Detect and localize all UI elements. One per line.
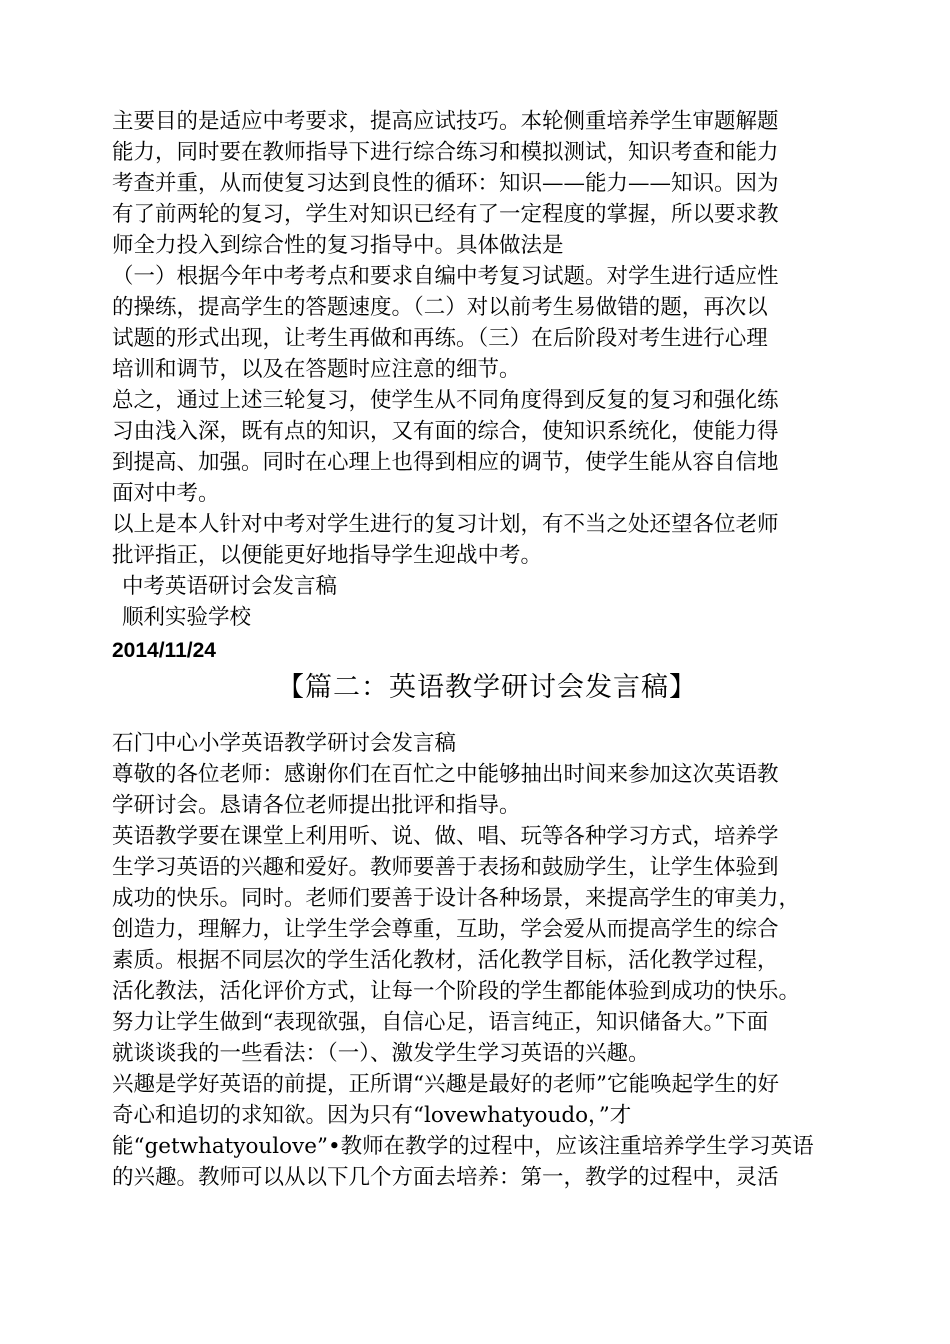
text-line: （一）根据今年中考考点和要求自编中考复习试题。对学生进行适应性 <box>112 264 779 289</box>
paragraph-review-approach <box>112 106 852 261</box>
paragraph-methods <box>112 261 852 385</box>
text-line: 培训和调节，以及在答题时应注意的细节。 <box>112 357 521 382</box>
paragraph-summary <box>112 385 852 509</box>
signature-title: 中考英语研讨会发言稿 <box>122 574 338 599</box>
text-line: 兴趣是学好英语的前提，正所谓“兴趣是最好的老师”它能唤起学生的好 <box>112 1072 779 1097</box>
text-line: 石门中心小学英语教学研讨会发言稿 <box>112 731 457 756</box>
paragraph-closing <box>112 509 852 571</box>
text-line: 学研讨会。恳请各位老师提出批评和指导。 <box>112 793 521 818</box>
text-line: 的兴趣。教师可以从以下几个方面去培养：第一，教学的过程中，灵活 <box>112 1165 779 1190</box>
text-line: 英语教学要在课堂上利用听、说、做、唱、玩等各种学习方式，培养学 <box>112 824 779 849</box>
text-line: 主要目的是适应中考要求，提高应试技巧。本轮侧重培养学生审题解题 <box>112 109 779 134</box>
text-line: 就谈谈我的一些看法：（一）、激发学生学习英语的兴趣。 <box>112 1041 650 1066</box>
text-line: 以上是本人针对中考对学生进行的复习计划，有不当之处还望各位老师 <box>112 512 779 537</box>
text-line: 师全力投入到综合性的复习指导中。具体做法是 <box>112 233 564 258</box>
text-line: 能力，同时要在教师指导下进行综合练习和模拟测试，知识考查和能力 <box>112 140 779 165</box>
text-line: 创造力，理解力，让学生学会尊重，互助，学会爱从而提高学生的综合 <box>112 917 779 942</box>
text-line: 习由浅入深，既有点的知识，又有面的综合，使知识系统化，使能力得 <box>112 419 779 444</box>
text-line: 奇心和追切的求知欲。因为只有“lovewhatyoudo，”才 <box>112 1103 632 1128</box>
text-line: 素质。根据不同层次的学生活化教材，活化教学目标，活化教学过程， <box>112 948 779 973</box>
text-line: 活化教法，活化评价方式，让每一个阶段的学生都能体验到成功的快乐。 <box>112 979 801 1004</box>
text-line: 试题的形式出现，让考生再做和再练。（三）在后阶段对考生进行心理 <box>112 326 768 351</box>
document-body <box>112 106 852 1193</box>
signature-school: 顺利实验学校 <box>122 605 252 630</box>
text-line: 努力让学生做到“表现欲强，自信心足，语言纯正，知识储备大。”下面 <box>112 1010 769 1035</box>
paragraph-speech <box>112 728 852 1193</box>
signature-date: 2014/11/24 <box>112 639 216 662</box>
text-line: 面对中考。 <box>112 481 220 506</box>
text-line: 的操练，提高学生的答题速度。（二）对以前考生易做错的题，再次以 <box>112 295 768 320</box>
text-line: 生学习英语的兴趣和爱好。教师要善于表扬和鼓励学生，让学生体验到 <box>112 855 779 880</box>
text-line: 考查并重，从而使复习达到良性的循环：知识——能力——知识。因为 <box>112 171 779 196</box>
text-line: 尊敬的各位老师：感谢你们在百忙之中能够抽出时间来参加这次英语教 <box>112 762 779 787</box>
text-line: 到提高、加强。同时在心理上也得到相应的调节，使学生能从容自信地 <box>112 450 779 475</box>
text-line: 能“getwhatyoulove”•教师在教学的过程中，应该注重培养学生学习英语 <box>112 1134 814 1159</box>
section-heading: 【篇二：英语教学研讨会发言稿】 <box>277 672 697 703</box>
text-line: 批评指正，以便能更好地指导学生迎战中考。 <box>112 543 543 568</box>
text-line: 有了前两轮的复习，学生对知识已经有了一定程度的掌握，所以要求教 <box>112 202 779 227</box>
text-line: 总之，通过上述三轮复习，使学生从不同角度得到反复的复习和强化练 <box>112 388 779 413</box>
text-line: 成功的快乐。同时。老师们要善于设计各种场景，来提高学生的审美力， <box>112 886 801 911</box>
